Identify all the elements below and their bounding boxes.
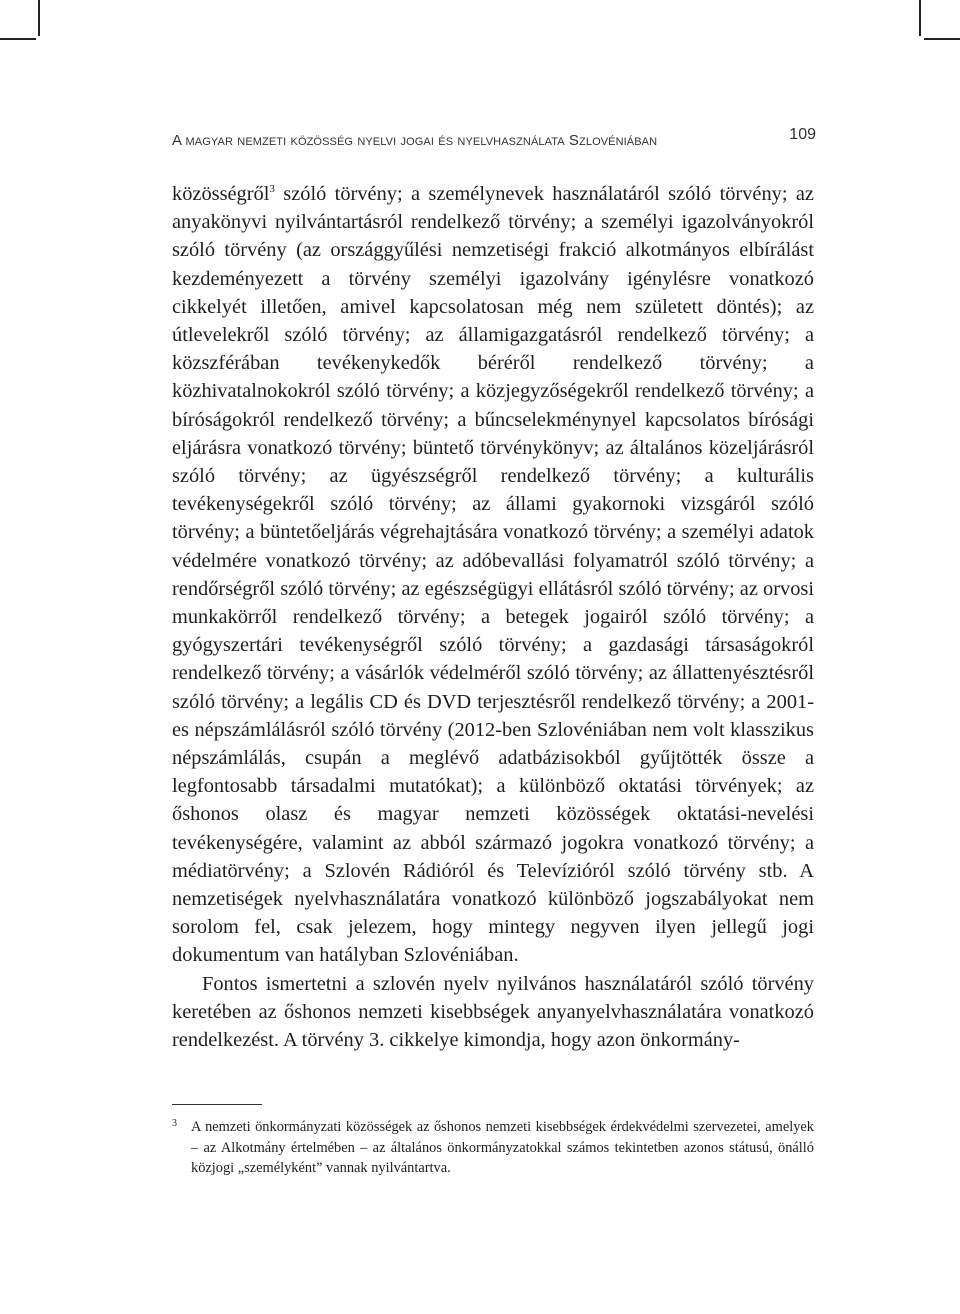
main-text (172, 180, 814, 1054)
crop-mark-left-horizontal (0, 38, 36, 40)
footnote-separator (172, 1104, 262, 1105)
footnote-reference: 3 (269, 183, 275, 195)
paragraph-1-rest: szóló törvény; a személynevek használatáról szóló törvény; az anyakönyvi nyilvántartásról rendelkező törvény; a személyi igazolványokról szóló törvény (az országgyűlési nemzetiségi frakció alkotmányos elbírálást kezdeményezett a törvény személyi igazolvány igénylésre vonatkozó cikkelyét illetően, amivel kapcsolatosan még nem született döntés); az útlevelekről szóló törvény; az államigazgatásról rendelkező törvény; a közszférában tevékenykedők béréről rendelkező törvény; a közhivatalnokokról szóló törvény; a közjegyzőségekről rendelkező törvény; a bíróságokról rendelkező törvény; a bűncselekménynyel kapcsolatos bírósági eljárásra vonatkozó törvény; büntető törvénykönyv; az általános közeljárásról szóló törvény; az ügyészségről rendelkező törvény; a kulturális tevékenységekről szóló törvény; az állami gyakornoki vizsgáról szóló törvény; a büntetőeljárás végrehajtására vonatkozó törvény; a személyi adatok védelmére vonatkozó törvény; az adóbevallási folyamatról szóló törvény; a rendőrségről szóló törvény; az egészségügyi ellátásról szóló törvény; az orvosi munkakörről rendelkező törvény; a betegek jogairól szóló törvény; a gyógyszertári tevékenységről szóló törvény; a gazdasági társaságokról rendelkező törvény; a vásárlók védelméről szóló törvény; az állattenyésztésről szóló törvény; a legális CD és DVD terjesztésről rendelkező törvény; a 2001-es népszámlálásról szóló törvény (2012-ben Szlovéniában nem volt klasszikus népszámlálás, csupán a meglévő adatbázisokból gyűjtötték össze a legfontosabb társadalmi mutatókat); a különböző oktatási törvények; az őshonos olasz és magyar nemzeti közösségek oktatási-nevelési tevékenységére, valamint az abból származó jogokra vonatkozó törvény; a médiatörvény; a Szlovén Rádióról és Televízióról szóló törvény stb. A nemzetiségek nyelvhasználatára vonatkozó különböző jogszabályokat nem sorolom fel, csak jelezem, hogy mintegy negyven ilyen jellegű jogi dokumentum van hatályban Szlovéniában. (172, 183, 814, 967)
footnote-text: A nemzeti önkormányzati közösségek az őshonos nemzeti kisebbségek érdekvédelmi szervezetei, amelyek – az Alkotmány értelmében – az általános önkormányzatokkal számos tekintetben azonos státusú, önálló közjogi „személyként” vannak nyilvántartva. (191, 1119, 814, 1176)
crop-mark-left (38, 0, 40, 36)
running-title: A magyar nemzeti közösség nyelvi jogai és nyelvhasználata Szlovéniában (172, 132, 658, 149)
footnote (172, 1114, 814, 1179)
footnote-mark: 3 (172, 1118, 177, 1129)
paragraph-2: Fontos ismertetni a szlovén nyelv nyilvános használatáról szóló törvény keretében az őshonos nemzeti kisebbségek anyanyelvhasználatára vonatkozó rendelkezést. A törvény 3. cikkelye kimondja, hogy azon önkormány- (172, 972, 814, 1052)
running-header (172, 126, 816, 150)
crop-mark-right-horizontal (924, 38, 960, 40)
paragraph-1 (172, 180, 814, 970)
page-number: 109 (789, 126, 816, 143)
paragraph-1-start: közösségről (172, 183, 270, 205)
crop-mark-right (919, 0, 921, 36)
